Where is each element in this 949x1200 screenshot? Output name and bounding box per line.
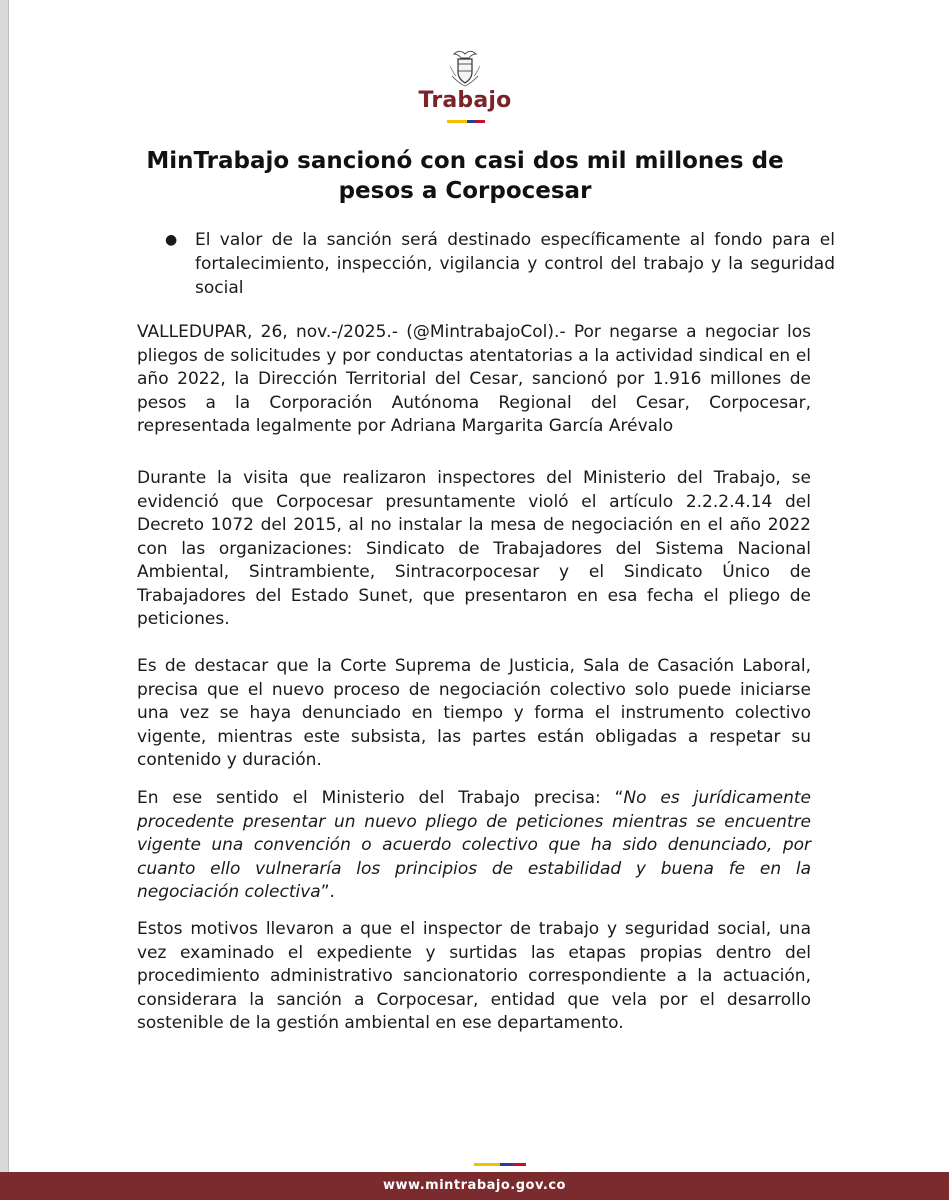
paragraph-lead: VALLEDUPAR, 26, nov.-/2025.- (@MintrabajoCol).- Por negarse a negociar los pliegos de solicitudes y por conductas atentatorias a la actividad sindical en el año 2022, la Dirección Territorial del Cesar, sancionó por 1.916 millones de pesos a la Corporación Autónoma Regional del Cesar, Corpocesar, representada legalmente por Adriana Margarita García Arévalo [137, 322, 811, 436]
paragraph-inspection: Durante la visita que realizaron inspectores del Ministerio del Trabajo, se evidenció que Corpocesar presuntamente violó el artículo 2.2.2.4.14 del Decreto 1072 del 2015, al no instalar la mesa de negociación en el año 2022 con las organizaciones: Sindicato de Trabajadores del Sistema Nacional Ambiental, Sintrambiente, Sintracorpocesar y el Sindicato Único de Trabajadores del Estado Sunet, que presentaron en esa fecha el pliego de peticiones. [137, 468, 811, 629]
paragraph-conclusion: Estos motivos llevaron a que el inspector de trabajo y seguridad social, una vez examinado el expediente y surtidas las etapas propias dentro del procedimiento administrativo sancionatorio correspondiente a la actuación, considerara la sanción a Corpocesar, entidad que vela por el desarrollo sostenible de la gestión ambiental en ese departamento. [137, 919, 811, 1033]
page-edge-line [8, 0, 9, 1200]
press-release-title: MinTrabajo sancionó con casi dos mil millones de pesos a Corpocesar [146, 148, 784, 204]
footer-bar [0, 1172, 949, 1200]
paragraph-court: Es de destacar que la Corte Suprema de Justicia, Sala de Casación Laboral, precisa que el nuevo proceso de negociación colectivo solo puede iniciarse una vez se haya denunciado en tiempo y forma el instrumento colectivo vigente, mientras este subsista, las partes están obligadas a respetar su contenido y duración. [137, 656, 811, 770]
quote-intro: En ese sentido el Ministerio del Trabajo precisa: “ [137, 788, 624, 808]
footer-tricolor-bar [474, 1163, 526, 1166]
quote-end: ”. [320, 882, 335, 902]
paragraph-quote [137, 787, 811, 905]
footer-website-link[interactable]: www.mintrabajo.gov.co [383, 1178, 566, 1193]
bullet-marker: ● [165, 232, 178, 248]
page-edge-shadow [0, 0, 8, 1200]
quote-text: No es jurídicamente procedente presentar un nuevo pliego de peticiones mientras se encuentre vigente una convención o acuerdo colectivo que ha sido denunciado, por cuanto ello vulneraría los principios de estabilidad y buena fe en la negociación colectiva [137, 788, 811, 902]
letterhead [0, 40, 949, 130]
tricolor-bar [447, 120, 485, 123]
ministry-brand: Trabajo [418, 88, 512, 113]
bullet-text: El valor de la sanción será destinado específicamente al fondo para el fortalecimiento, inspección, vigilancia y control del trabajo y la seguridad social [195, 230, 835, 298]
coat-of-arms-icon [448, 48, 482, 88]
